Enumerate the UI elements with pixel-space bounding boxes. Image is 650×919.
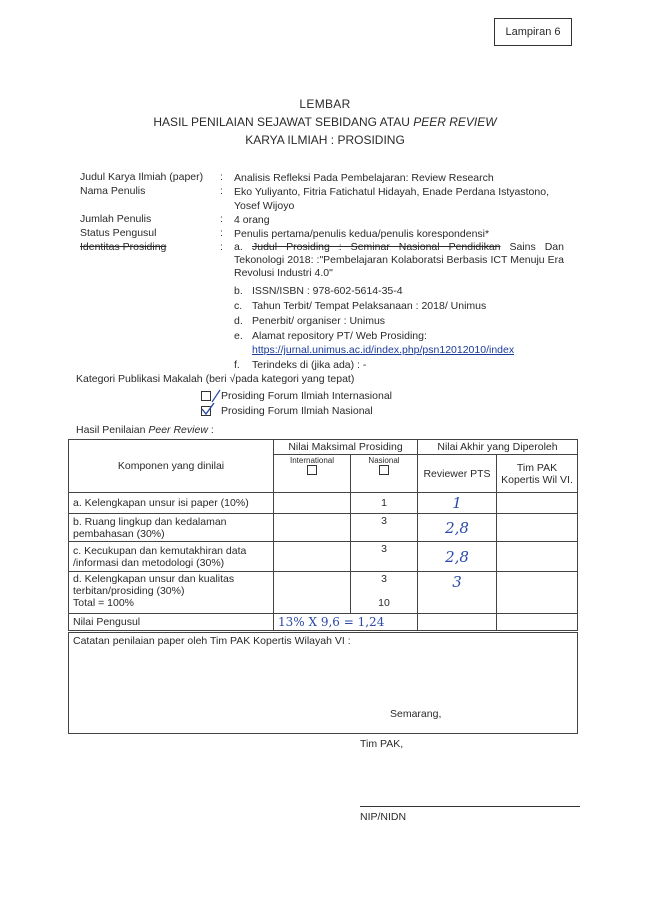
item-key: e. [234, 330, 243, 342]
identitas-d [234, 315, 564, 328]
table-row [69, 542, 578, 572]
identitas-c [234, 300, 564, 313]
colon: : [220, 213, 223, 225]
nilai-maks-header: Nilai Maksimal Prosiding [274, 440, 418, 455]
reviewer-cell [418, 614, 497, 631]
nilai-pengusul-label: Nilai Pengusul [69, 614, 274, 631]
reviewer-header: Reviewer PTS [418, 455, 497, 493]
nasional-header [351, 455, 418, 493]
kategori-internasional[interactable] [201, 390, 392, 402]
item-key: f. [234, 359, 240, 371]
nasional-d-value: 3 [381, 573, 387, 585]
table-row [69, 614, 578, 631]
nasional-cell: 3 [351, 542, 418, 572]
sign-team: Tim PAK, [360, 738, 404, 750]
identitas-f-text: Terindeks di (jika ada) : - [252, 359, 367, 371]
kategori-nasional[interactable] [201, 405, 373, 417]
judul-label: Judul Karya Ilmiah (paper) [80, 171, 204, 183]
nasional-cell [351, 572, 418, 614]
international-header [274, 455, 351, 493]
identitas-label: Identitas Prosiding [80, 241, 167, 253]
checkbox-nasional[interactable] [201, 406, 211, 416]
table-row [69, 572, 578, 614]
identitas-e-text: Alamat repository PT/ Web Prosiding: [252, 330, 427, 342]
tim-pak-cell [497, 514, 578, 542]
hasil-label-colon: : [207, 424, 214, 436]
item-key: b. [234, 285, 243, 297]
identitas-c-text: Tahun Terbit/ Tempat Pelaksanaan : 2018/ Unimus [252, 300, 487, 312]
header-title-peer-review: PEER REVIEW [413, 115, 497, 129]
sign-place: Semarang, [390, 708, 442, 720]
identitas-f [234, 359, 564, 372]
colon: : [220, 185, 223, 197]
table-row [69, 493, 578, 514]
item-key: c. [234, 300, 243, 312]
identitas-d-text: Penerbit/ organiser : Unimus [252, 315, 386, 327]
header-title-main: HASIL PENILAIAN SEJAWAT SEBIDANG ATAU [153, 115, 414, 129]
nilai-pengusul-value: 13% X 9,6 = 1,24 [274, 614, 418, 631]
hasil-label-text: Hasil Penilaian [76, 424, 149, 436]
check-icon [201, 403, 215, 417]
total-nasional-value: 10 [378, 597, 390, 609]
identitas-a [234, 241, 564, 280]
tim-pak-cell [497, 493, 578, 514]
tim-pak-cell [497, 614, 578, 631]
table-row [69, 514, 578, 542]
header-subtitle: KARYA ILMIAH : PROSIDING [245, 133, 405, 147]
judul-value: Analisis Refleksi Pada Pembelajaran: Review Research [234, 172, 494, 184]
colon: : [220, 241, 223, 253]
identitas-a-text: Sains Dan Tekonologi 2018: :"Pembelajaran Kolaboratsi Berbasis ICT Menuju Era Revolusi Industri 4.0" [234, 241, 564, 279]
nilai-akhir-header: Nilai Akhir yang Diperoleh [418, 440, 578, 455]
komponen-cell: c. Kecukupan dan kemutakhiran data /informasi dan metodologi (30%) [69, 542, 274, 572]
international-label: International [289, 456, 335, 465]
reviewer-cell: 1 [418, 493, 497, 514]
nip-label: NIP/NIDN [360, 811, 407, 823]
reviewer-cell: 2,8 [418, 542, 497, 572]
item-key: d. [234, 315, 243, 327]
checkbox-nasional-col[interactable] [379, 465, 389, 475]
lampiran-box: Lampiran 6 [494, 18, 572, 46]
penulis-value: Eko Yuliyanto, Fitria Fatichatul Hidayah, Enade Perdana Istyastono, Yosef Wijoyo [234, 186, 549, 212]
colon: : [220, 171, 223, 183]
nasional-label: Nasional [368, 456, 400, 465]
repository-link[interactable] [252, 344, 582, 357]
total-label: Total = 100% [73, 597, 135, 609]
header-lembar: LEMBAR [299, 97, 351, 111]
identitas-a-strike: Judul Prosiding : Seminar Nasional Pendidikan [252, 241, 501, 253]
jumlah-value: 4 orang [234, 214, 270, 226]
kategori-internasional-label: Prosiding Forum Ilmiah Internasional [221, 390, 392, 402]
international-cell [274, 542, 351, 572]
reviewer-cell: 2,8 [418, 514, 497, 542]
colon: : [220, 227, 223, 239]
international-cell [274, 514, 351, 542]
kategori-nasional-label: Prosiding Forum Ilmiah Nasional [221, 405, 373, 417]
status-label: Status Pengusul [80, 227, 157, 239]
nasional-cell: 3 [351, 514, 418, 542]
header-title [0, 115, 650, 129]
komponen-header: Komponen yang dinilai [69, 440, 274, 493]
identitas-b [234, 285, 564, 298]
reviewer-cell: 3 [418, 572, 497, 614]
tim-pak-cell [497, 542, 578, 572]
international-cell [274, 572, 351, 614]
jumlah-label: Jumlah Penulis [80, 213, 152, 225]
komponen-cell [69, 572, 274, 614]
komponen-d-text: d. Kelengkapan unsur dan kualitas terbitan/prosiding (30%) [73, 573, 235, 597]
tim-pak-header: Tim PAK Kopertis Wil VI. [497, 455, 578, 493]
komponen-cell: b. Ruang lingkup dan kedalaman pembahasan (30%) [69, 514, 274, 542]
catatan-label: Catatan penilaian paper oleh Tim PAK Kopertis Wilayah VI : [73, 635, 351, 647]
handwritten-mark-icon [210, 389, 222, 403]
nasional-cell: 1 [351, 493, 418, 514]
identitas-e [234, 330, 564, 343]
tim-pak-cell [497, 572, 578, 614]
hasil-label-peer-review: Peer Review [148, 424, 208, 436]
status-value: Penulis pertama/penulis kedua/penulis korespondensi* [234, 228, 490, 240]
identitas-b-text: ISSN/ISBN : 978-602-5614-35-4 [252, 285, 403, 297]
kategori-label: Kategori Publikasi Makalah (beri √pada kategori yang tepat) [76, 373, 355, 385]
review-table [68, 439, 578, 631]
checkbox-international-col[interactable] [307, 465, 317, 475]
catatan-box [68, 632, 578, 734]
repository-link-text[interactable]: https://jurnal.unimus.ac.id/index.php/psn12012010/index [252, 344, 515, 356]
hasil-label [76, 424, 214, 436]
international-cell [274, 493, 351, 514]
signature-line [360, 806, 580, 807]
penulis-label: Nama Penulis [80, 185, 146, 197]
komponen-cell: a. Kelengkapan unsur isi paper (10%) [69, 493, 274, 514]
item-key: a. [234, 241, 243, 253]
